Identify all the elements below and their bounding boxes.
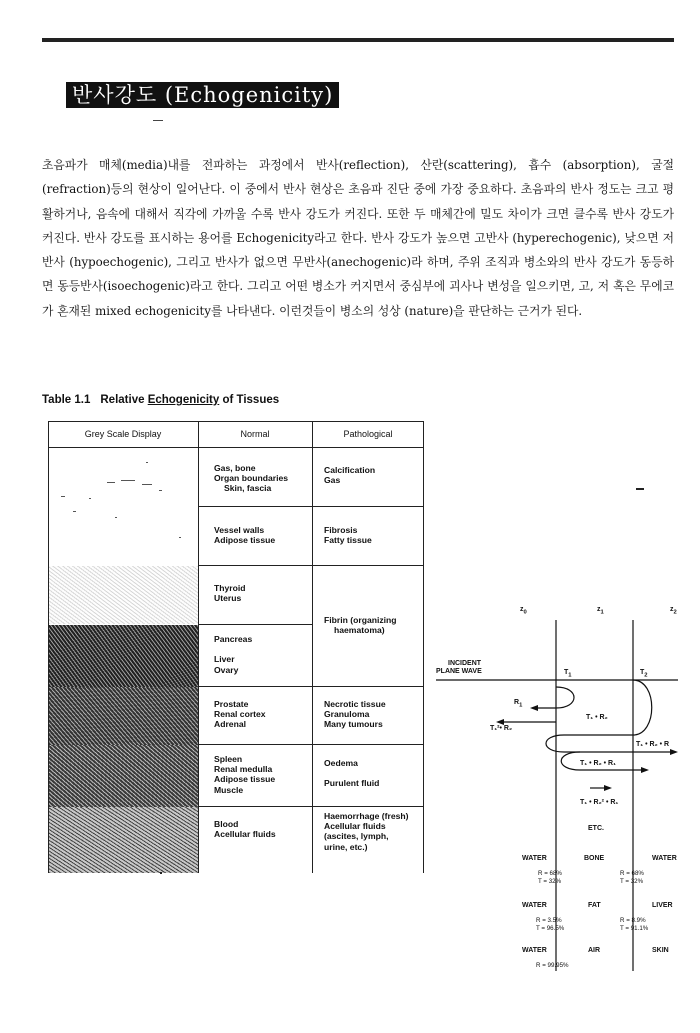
pair3-left: WATER [522,947,547,954]
caption-pre: Relative [100,394,148,406]
label-etc: ETC. [588,825,604,832]
pair1-r1: R = 68% [620,870,644,877]
pathological-cell-1: Calcification Gas [324,465,376,486]
grey-swatch-7 [49,807,198,873]
grey-swatch-2 [49,507,198,565]
pair1-l1: R = 68% [538,870,562,877]
label-T1R2sqR1: T₁ • R₂² • R₁ [580,799,619,806]
caption-post: of Tissues [219,394,280,406]
pair1-left: WATER [522,855,547,862]
grey-swatch-6 [49,745,198,807]
pair2-mid: FAT [588,902,601,909]
normal-cell-1: Gas, bone Organ boundaries Skin, fascia [214,463,289,494]
pair2-r1: R = 8.9% [620,917,646,924]
label-z1: $z_1$ [597,606,604,616]
normal-cell-3: Thyroid Uterus [214,583,246,604]
label-z2: $z_2$ [670,606,677,616]
body-paragraph [42,153,674,323]
top-rule [42,38,674,42]
pair3-right: SKIN [652,947,669,954]
pathological-cell-5: Necrotic tissue Granuloma Many tumours [324,699,386,730]
label-T2: $T_2$ [640,669,648,679]
section-title: 반사강도 (Echogenicity) [66,82,339,108]
grey-swatch-5 [49,687,198,745]
label-incident: INCIDENT [448,660,482,667]
normal-cell-4: Pancreas Liver Ovary [214,634,253,675]
label-T1R2: T₁ • R₂ [586,714,608,721]
label-T1sqR2: T₁²• R₂ [490,725,513,732]
paragraph-text: 초음파가 매체(media)내를 전파하는 과정에서 반사(reflection), 산란(scattering), 흡수 (absorption), 굴절(refraction)등의 현상이 일어난다. 이 중에서 반사 현상은 초음파 진단 중에 가장 중요하다. 초음파의 반사 정도는 크고 평활하거나, 음속에 대해서 직각에 가까울 수록 반사 강도가 커진다. 또한 두 매체간에 밀도 차이가 크면 클수록 반사 강도가 커진다. 반사 강도를 표시하는 용어를 Echogenicity라고 한다. 반사 강도가 높으면 고반사 (hyperechogenic), 낮으면 저반사 (hypoechogenic), 그리고 반사가 없으면 무반사(anechogenic)라 하며, 주위 조직과 병소와의 반사 강도가 동등하면 동등반사(isoechogenic)라고 한다. 그리고 어떤 병소가 커지면서 중심부에 괴사나 변성을 일으키면, 고, 저 혹은 무에코가 혼재된 mixed echogenicity를 나타낸다. 이런것들이 병소의 성상 (nature)을 판단하는 근거가 된다. [42,158,674,318]
normal-cell-2: Vessel walls Adipose tissue [214,525,276,546]
label-plane-wave: PLANE WAVE [436,668,482,675]
caption-underlined-word: Echogenicity [147,394,220,406]
label-T1: $T_1$ [564,669,572,679]
label-T1R2R1: T₁ • R₂ • R₁ [580,760,616,767]
normal-cell-6: Spleen Renal medulla Adipose tissue Muscle [214,754,276,795]
echogenicity-table [48,421,424,873]
diagram-lines [430,596,700,986]
stray-dot [160,872,162,874]
stray-mark [636,488,644,490]
pair1-r2: T = 32% [620,878,644,885]
pair2-l2: T = 96.5% [536,925,565,932]
pair2-left: WATER [522,902,547,909]
normal-cell-7: Blood Acellular fluids [214,819,276,840]
grey-swatch-1 [49,448,198,506]
pathological-cell-fibrin: Fibrin (organizing haematoma) [324,615,397,636]
table-number: Table 1.1 [42,394,91,406]
label-R1: $R_1$ [514,699,523,709]
label-z0: $z_0$ [520,606,527,616]
pathological-cell-6: Oedema Purulent fluid [324,758,380,789]
header-normal: Normal [240,429,270,439]
pair2-right: LIVER [652,902,673,909]
table-caption [42,394,279,406]
grey-swatch-4 [49,625,198,687]
pair1-mid: BONE [584,855,605,862]
pair3-l1: R = 99.95% [536,962,569,969]
pathological-cell-7: Haemorrhage (fresh) Acellular fluids (ascites, lymph, urine, etc.) [324,811,409,852]
pathological-cell-2: Fibrosis Fatty tissue [324,525,372,546]
pair1-right: WATER [652,855,677,862]
reflection-diagram [430,596,700,986]
pair3-mid: AIR [588,947,601,954]
pair1-l2: T = 32% [538,878,562,885]
pair2-r2: T = 91.1% [620,925,649,932]
header-pathological: Pathological [343,429,393,439]
pair2-l1: R = 3.5% [536,917,562,924]
normal-cell-5: Prostate Renal cortex Adrenal [214,699,266,730]
scan-mark [153,120,163,121]
grey-swatch-3 [49,566,198,624]
header-grey-scale: Grey Scale Display [84,429,162,439]
label-T1R2R: T₁ • R₂ • R [636,741,670,748]
